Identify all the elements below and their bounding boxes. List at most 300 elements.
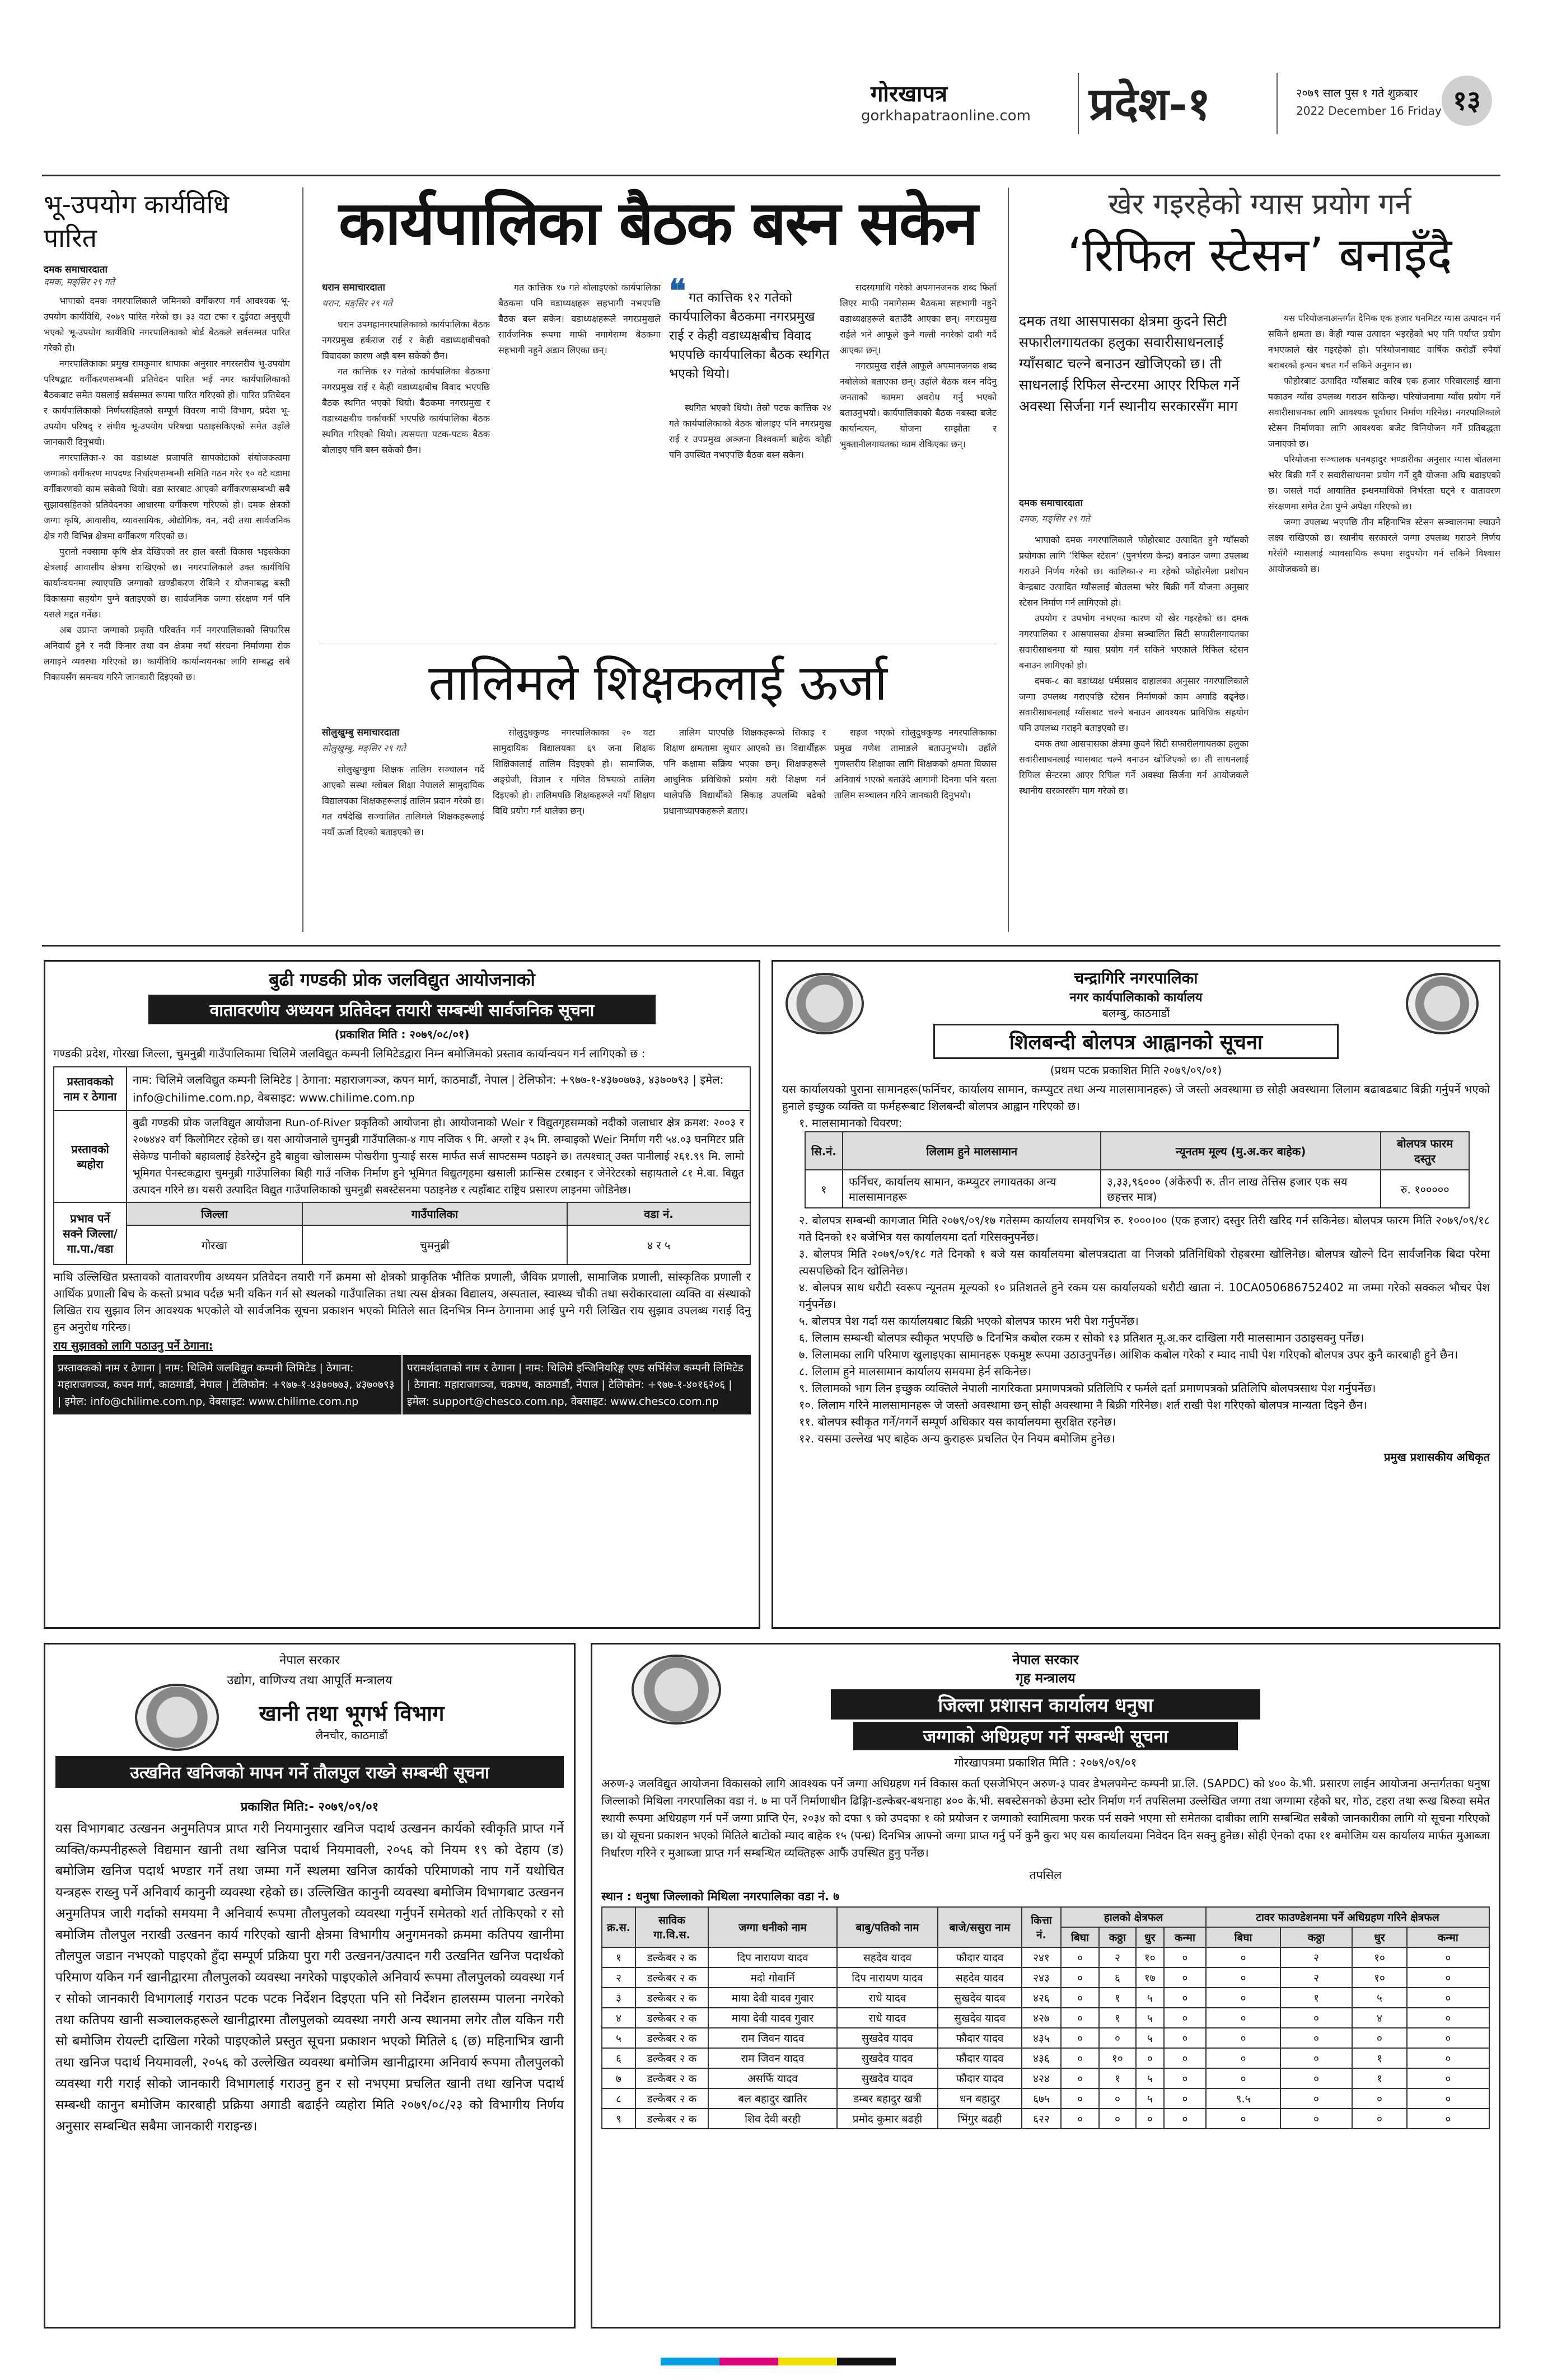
table-cell: १ [1352,2068,1407,2088]
table-cell: माया देवी यादव गुवार [708,2008,837,2028]
notice-item: १०. लिलाम गरिने मालसामानहरू जे जस्तो अवस्थामा छन् सोही अवस्थामा नै बिक्री गरिनेछ। शर्त राखी पेश गरिएको बोलपत्र मान्यता दिइने छैन। [799,1398,1367,1412]
table-cell: ० [1280,2068,1352,2088]
signature: प्रमुख प्रशासकीय अधिकृत [1384,1450,1490,1464]
table-cell: राम जिवन यादव [708,2048,837,2068]
table-cell: डल्केबर २ क [635,2028,708,2048]
masthead [0,56,1543,168]
table-row [54,1067,750,1111]
byline: दमक समाचारदाता [1019,498,1083,509]
table-cell: सहदेव यादव [938,1967,1022,1988]
table-cell: ० [1206,2008,1280,2028]
table-cell: ० [1099,2088,1136,2109]
article-column [322,280,490,458]
notice-item: १२. यसमा उल्लेख भए बाहेक अन्य कुराहरू प्रचलित ऐन नियम बमोजिम हुनेछ। [799,1432,1115,1445]
header-cell: कित्ता नं. [1022,1907,1061,1947]
notice-item: ८. लिलाम हुने मालसामान कार्यालय समयमा हेर्न सकिनेछ। [799,1365,1032,1378]
cell-value: ३,३३,९६००० (अंकेरुपी रु. तीन लाख तेत्तिस हजार एक सय छहत्तर मात्र) [1101,1170,1381,1208]
table-cell: ३ [602,1988,635,2008]
notice-item: ९. लिलामको भाग लिन इच्छुक व्यक्तिले नेपाली नागरिकता प्रमाणपत्रको प्रतिलिपि र फर्मले दर्ता प्रमाणपत्रको प्रतिलिपि बोलपत्रसाथ पेश गर्नुपर्नेछ। [799,1381,1376,1395]
notice-intro: यस कार्यालयको पुराना सामानहरू(फर्निचर, कार्यालय सामान, कम्प्युटर तथा अन्य मालसामानहरू) जे जस्तो अवस्थामा छ सोही अवस्थामा लिलाम बढाबढबाट बिक्री गर्नुपर्ने भएको हुनाले इच्छुक व्यक्ति वा फर्महरूबाट शिलबन्दी बोलपत्र आह्वान गरिएको छ। [782,1083,1490,1113]
table-cell: ० [1164,1947,1206,1967]
table-cell: राधे यादव [837,1988,938,2008]
header-cell: बाबु/पतिको नाम [837,1907,938,1947]
table-cell: फौदार यादव [938,1947,1022,1967]
table-cell: बल बहादुर खातिर [708,2088,837,2109]
table-cell: शिव देवी बरही [708,2109,837,2129]
table-cell: १ [1099,1988,1136,2008]
table-cell: ६ [1099,1967,1136,1988]
ministry-name: गृह मन्त्रालय [1016,1670,1076,1686]
table-cell: सुखदेव यादव [837,2068,938,2088]
paragraph: अब उप्रान्त जग्गाको प्रकृति परिवर्तन गर्न नगरपालिकाको सिफारिस अनिवार्य हुने र नदी किनार तथा वन क्षेत्रमा नयाँ संरचना निर्माणमा रोक लगाइने व्यवस्था गरिएको छ। कार्यविधि कार्यान्वयनका लागि सम्बद्ध सबै निकायसँग समन्वय गरिने जानकारी दिइएको छ। [44,625,290,682]
header-cell: जिल्ला [127,1202,302,1225]
table-cell: ० [1407,2008,1489,2028]
publish-note: गोरखापत्रमा प्रकाशित मिति : २०७९/०९/०१ [954,1756,1137,1769]
table-cell: ० [1206,2109,1280,2129]
notice-body: माथि उल्लिखित प्रस्तावको वातावरणीय अध्ययन प्रतिवेदन तयारी गर्ने क्रममा सो क्षेत्रको प्राकृतिक भौतिक प्रणाली, जैविक प्रणाली, सामाजिक प्रणाली, सांस्कृतिक प्रणाली र आर्थिक प्रणाली बिच के कस्तो प्रभाव पर्दछ भनी यकिन गर्न सो स्थलको गाउँपालिका तथा त्यस क्षेत्रका विद्यालय, अस्पताल, स्वास्थ्य चौकी तथा सरोकारवाला व्यक्ति वा संस्थाको लिखित राय सुझाव लिन आवश्यक भएकोले यो सार्वजनिक सूचना प्रकाशन भएको मितिले सात दिनभित्र निम्न ठेगानामा आई पुग्ने गरी लिखित राय सुझाव उपलब्ध गराई दिनु हुन अनुरोध गरिन्छ। [53,1270,751,1334]
table-cell: डल्केबर २ क [635,2109,708,2129]
column-rule [302,188,303,932]
table-row [54,1225,750,1264]
table-cell: ४२७ [1022,2008,1061,2028]
table-cell: ० [1164,1967,1206,1988]
table-cell: ० [1407,2088,1489,2109]
table-cell: ० [1164,2048,1206,2068]
table-row [602,2088,1489,2109]
tapsil-label: तपसिल [1029,1868,1062,1882]
article-gas-refill [1019,185,1500,285]
table-cell: ७ [602,2068,635,2088]
date-nepali: २०७९ साल पुस १ गते शुक्रबार [1296,86,1418,100]
table-cell: ० [1099,2109,1136,2129]
table-cell: ५ [602,2028,635,2048]
cell-value: चुमनुब्री [302,1225,567,1264]
ministry-name: उद्योग, वाणिज्य तथा आपूर्ति मन्त्रालय [227,1674,392,1688]
article-executive-body [322,273,997,481]
notice-title: शिलबन्दी बोलपत्र आह्वानको सूचना [933,1024,1339,1059]
table-cell: २ [1280,1967,1352,1988]
notice-dhanusha [591,1643,1500,2329]
article-gas-body [1019,311,1500,932]
paragraph: भापाको दमक नगरपालिकाले जमिनको वर्गीकरण गर्न आवश्यक भू-उपयोग कार्यविधि, २०७९ पारित गरेको छ। ३३ वटा टफा र दुईवटा अनुसूची भएको भू-उपयोग कार्यविधि नगरपालिकाको बोर्ड बैठकले सर्वसम्मत पारित गरेको हो। [44,296,290,353]
header-cell: टावर फाउण्डेशनमा पर्ने अधिग्रहण गरिने क्षेत्रफल [1206,1907,1489,1927]
table-cell: सुखदेव यादव [938,2008,1022,2028]
table-cell: ० [1206,1988,1280,2008]
table-cell: फौदार यादव [938,2028,1022,2048]
table-cell: ० [1206,2068,1280,2088]
table-cell: ० [1280,2109,1352,2129]
table-cell: ० [1164,2088,1206,2109]
article-body [44,293,290,685]
paragraph: दमक तथा आसपासका क्षेत्रमा कुदने सिटी सफारीलगायतका हलुका सवारीसाधनलाई ग्यासबाट चल्ने बनाउन खोजिएको छ। ती साधनलाई रिफिल सेन्टरमा आएर रिफिल गर्ने अवस्था सिर्जना गर्न आयोजकले स्थानीय सरकारसँग माग गरेको छ। [1019,738,1249,796]
municipality-logo-icon [1406,973,1479,1034]
table-cell: डल्केबर २ क [635,2068,708,2088]
notice-item: ६. लिलाम सम्बन्धी बोलपत्र स्वीकृत भएपछि ७ दिनभित्र कबोल रकम र सोको १३ प्रतिशत मू.अ.कर दाखिला गरी मालसामान उठाइसक्नु पर्नेछ। [799,1331,1364,1344]
header-cell: न्यूनतम मूल्य (मु.अ.कर बाहेक) [1101,1132,1381,1170]
table-cell: राम जिवन यादव [708,2028,837,2048]
header-cell: कन्मा [1164,1927,1206,1947]
article-kicker: खेर गइरहेको ग्यास प्रयोग गर्न [1108,188,1411,221]
publish-date: प्रकाशित मिति:- २०७९/०९/०१ [240,1800,379,1814]
table-cell: प्रमोद कुमार बढही [837,2109,938,2129]
date-english: 2022 December 16 Friday [1296,104,1442,118]
nepal-emblem-icon [632,1655,721,1725]
website-link[interactable]: gorkhapatraonline.com [861,107,1031,124]
table-cell: १० [1352,1947,1407,1967]
table-cell: ० [1136,2109,1164,2129]
dateline: धरान, मङ्सिर २९ गते [322,298,392,308]
table-cell: ० [1280,2088,1352,2109]
dateline: सोलुखुम्बु, मङ्सिर २९ गते [322,743,406,753]
header-cell: कठ्ठा [1099,1927,1136,1947]
paragraph: भापाको दमक नगरपालिकाले फोहोरबाट उत्पादित हुने ग्याँसको प्रयोगका लागि ‘रिफिल स्टेसन’ (पुनर्भरण केन्द्र) बनाउन जग्गा उपलब्ध गराउने निर्णय गरेको छ। कालिका-२ मा रहेको फोहोरमैला प्रशोधन केन्द्रबाट उत्पादित ग्याँसलाई बोतलमा भरेर बिक्री गर्ने योजना अनुसार स्टेसन निर्माण गर्न लागिएको हो। [1019,535,1249,608]
table-cell: ० [1061,2109,1099,2129]
notice-item: २. बोलपत्र सम्बन्धी कागजात मिति २०७९/०९/१७ गतेसम्म कार्यालय समयभित्र रु. १०००।०० (एक हजार) दस्तुर तिरी खरिद गर्न सकिनेछ। बोलपत्र फारम मिति २०७९/०९/१८ गते दिनको १२ बजेभित्र यस कार्यालयमा दर्ता गरिसक्नुपर्नेछ। [799,1214,1490,1244]
article-column [669,400,831,463]
header-cell: धुर [1352,1927,1407,1947]
table-cell: ४३६ [1022,2048,1061,2068]
table-cell: ० [1061,2008,1099,2028]
paragraph: परियोजना सञ्चालक धनबहादुर भण्डारीका अनुसार ग्यास बोतलमा भरेर बिक्री गर्ने र सवारीसाधनमा प्रयोग गर्ने दुवै योजना अघि बढाइएको छ। जसले गर्दा आयातित इन्धनमाथिको निर्भरता घट्ने र वातावरण संरक्षणमा समेत टेवा पुग्ने अपेक्षा गरिएको छ। [1268,454,1500,512]
proposal-table [53,1066,751,1265]
header-cell: वडा नं. [567,1202,750,1225]
table-cell: सहदेव यादव [837,1947,938,1967]
notice-item: ५. बोलपत्र पेश गर्दा यस कार्यालयबाट बिक्री भएको बोलपत्र फारम भरी पेश गर्नुपर्नेछ। [799,1314,1139,1328]
paragraph: नगरप्रमुख राईले आफूले अपमानजनक शब्द नबोलेको बताएका छन्। उहाँले बैठक बस्न नदिनु जनताको काममा अवरोध गर्नु भएको बताउनुभयो। कार्यपालिकाको बैठक नबस्दा बजेट कार्यान्वयन, योजना सम्झौता र भुक्तानीलगायतका काम रोकिएका छन्। [840,360,997,449]
table-header-row [602,1907,1489,1927]
notice-title: उत्खनित खनिजको मापन गर्ने तौलपुल राख्ने सम्बन्धी सूचना [55,1756,564,1788]
table-cell: सुखदेव यादव [938,1988,1022,2008]
masthead-rule [42,175,1500,176]
paragraph: सोलुदुधकुण्ड नगरपालिकाका २० वटा सामुदायिक विद्यालयका ६९ जना शिक्षक शिक्षिकालाई तालिम दिइएको हो। सामाजिक, अङ्ग्रेजी, विज्ञान र गणित विषयको तालिम दिइएको हो। तालिमपछि शिक्षकहरूले नयाँ शिक्षण विधि प्रयोग गर्न थालेका छन्। [493,727,655,816]
table-cell: ५ [1136,2068,1164,2088]
table-cell: फौदार यादव [938,2068,1022,2088]
section-title: प्रदेश-१ [1089,77,1211,130]
table-cell: ० [1164,2068,1206,2088]
table-row [602,2109,1489,2129]
table-cell: ५ [1136,1988,1164,2008]
table-row [602,1947,1489,1967]
table-cell: २४३ [1022,1967,1061,1988]
article-executive-meeting [319,188,997,260]
table-cell: ० [1061,2028,1099,2048]
pull-quote [669,273,831,383]
table-cell: डल्केबर २ क [635,1947,708,1967]
paragraph: गत कात्तिक १७ गते बोलाइएको कार्यपालिका बैठकमा पनि वडाध्यक्षहरू सहभागी नभएपछि बैठक बस्न सकेन। वडाध्यक्षहरूले नगरप्रमुखले सार्वजनिक रूपमा माफी नमागेसम्म बैठकमा सहभागी नहुने अडान लिएका छन्। [498,282,661,355]
notice-chandragiri [772,960,1500,1629]
table-row [805,1170,1469,1208]
table-cell: ० [1061,1988,1099,2008]
print-color-bar [661,2358,896,2365]
table-row [54,1111,750,1202]
header-cell: बाजे/ससुरा नाम [938,1907,1022,1947]
nepal-emblem-icon [135,1684,219,1751]
table-cell: १० [1352,1967,1407,1988]
dept-name: खानी तथा भूगर्भ विभाग [259,1701,445,1726]
table-cell: ९.५ [1206,2088,1280,2109]
table-cell: १ [1099,2068,1136,2088]
table-cell: ४२६ [1022,1988,1061,2008]
table-cell: ६७५ [1022,2088,1061,2109]
table-cell: १ [1352,2048,1407,2068]
notice-item: ४. बोलपत्र साथ धरौटी स्वरूप न्यूनतम मूल्यको १० प्रतिशतले हुने रकम यस कार्यालयको धरौटी खाता नं. 10CA050686752402 मा जम्मा गरेको सक्कल भौचर पेश गर्नुपर्नेछ। [799,1281,1490,1311]
article-column [322,725,484,840]
table-cell: ० [1407,2068,1489,2088]
header-cell: साविक गा.वि.स. [635,1907,708,1947]
proponent-address: प्रस्तावकको नाम र ठेगाना | नाम: चिलिमे जलविद्युत कम्पनी लिमिटेड | ठेगाना: महाराजगञ्ज, कपन मार्ग, काठमाडौं, नेपाल | टेलिफोन: +९७७-१-४३७०७७३, ४३७०७९३ | इमेल: info@chilime.com.np, वेबसाइट: www.chilime.com.np [53,1355,403,1414]
article-training-body [322,725,997,932]
notice-item: ११. बोलपत्र स्वीकृत गर्ने/नगर्ने सम्पूर्ण अधिकार यस कार्यालयमा सुरक्षित रहनेछ। [799,1415,1116,1428]
table-cell: २४१ [1022,1947,1061,1967]
table-cell: ६२२ [1022,2109,1061,2129]
table-row [54,1202,750,1225]
paragraph: गत कात्तिक १२ गतेको कार्यपालिका बैठकमा नगरप्रमुख राई र केही वडाध्यक्षबीच विवाद भएपछि बैठक स्थगित भएको थियो। बैठकमा नगरप्रमुख र वडाध्यक्षबीच चर्काचर्की भएपछि कार्यपालिका बैठक स्थगित गरिएको थियो। त्यसयता पटक-पटक बैठक बोलाइए पनि बस्न सकेको छैन। [322,366,490,455]
masthead-divider-2 [1277,73,1278,134]
notice-body: यस विभागबाट उत्खनन अनुमतिपत्र प्राप्त गरी नियमानुसार खनिज पदार्थ उत्खनन कार्यको स्वीकृति प्राप्त गर्ने व्यक्ति/कम्पनीहरूले विद्यमान खानी तथा खनिज पदार्थ नियमावली, २०५६ को नियम १९ को देहाय (ड) बमोजिम खनिज पदार्थ भण्डार गर्ने तथा जम्मा गर्ने स्थलमा खनिज कार्यको परिमाणको नाप गर्ने यथोचित यन्त्रहरू राख्नु पर्ने अनिवार्य कानुनी व्यवस्था रहेको छ। उल्लिखित कानुनी व्यवस्था बमोजिम विभागबाट उत्खनन अनुमतिपत्र जारी गर्दाको समयमा नै अनिवार्य रूपमा तौलपुलको व्यवस्था गर्नुपर्ने समेतको शर्त तोकिएको र सो बमोजिम तौलपुल नराखी उत्खनन कार्य गरिएको खानी क्षेत्रमा विभागीय अनुगमनको क्रममा कतिपय खानीमा तौलपुल जडान नभएको पाइएको हुँदा सम्पूर्ण प्रक्रिया पुरा गरी उत्खनन/उत्पादन गरी उत्खनित खनिज पदार्थको परिमाण यकिन गर्न खानीद्वारमा तौलपुलको व्यवस्था नगरेको पाइएकोले अनिवार्य रूपमा तौलपुलको व्यवस्था गर्न र सोको जानकारी विभागलाई गराउन पटक पटक निर्देशन दिइएता पनि सो निर्देशन हालसम्म पालना नगरेको तथा कतिपय खानी सञ्चालकहरूले खानीद्वारमा तौलपुलको व्यवस्था नगरी अन्य स्थानमा लगेर तौल यकिन गरी सो बमोजिम रोयल्टी दाखिला गरेको पाइएकोले प्रस्तुत सूचना प्रकाशन भएको मितिले ६ (छ) महिनाभित्र खानी तथा खनिज पदार्थ नियमावली, २०५६ को उल्लेखित व्यवस्था बमोजिम खानीद्वारमा अनिवार्य रूपमा तौलपुलको व्यवस्था गरी गराई सोको जानकारी विभागलाई गराउनु हुन र सो नभएमा प्रचलित खानी तथा खनिज पदार्थ सम्बन्धी कानुन बमोजिम कारबाही प्रक्रिया अगाडी बढाईने व्यहोरा मिति २०७९/०८/२३ को विभागीय निर्णय अनुसार सम्बन्धित सबैमा जानकारी गराइन्छ। [55,1821,564,2134]
org-name: चन्द्रागिरि नगरपालिका [1074,969,1198,987]
page-number: १३ [1442,76,1492,126]
dateline: दमक, मङ्सिर २९ गते [44,277,115,287]
ads-rule [42,945,1500,947]
table-cell: ० [1099,2028,1136,2048]
header-cell: बोलपत्र फारम दस्तुर [1381,1132,1469,1170]
article-column [834,725,997,803]
cell-value: रु. १००००० [1381,1170,1469,1208]
table-cell: ० [1136,2048,1164,2068]
notice-item: ३. बोलपत्र मिति २०७९/०९/१८ गते दिनको १ बजे यस कार्यालयमा बोलपत्रदाता वा निजको प्रतिनिधिको रोहबरमा खोलिनेछ। बोलपत्र खोल्ने दिन सार्वजनिक बिदा परेमा त्यसपछिको दिन खोलिनेछ। [799,1247,1490,1277]
table-cell: ० [1061,1947,1099,1967]
paragraph: सहज भएको सोलुदुधकुण्ड नगरपालिकाका प्रमुख गणेश तामाङले बताउनुभयो। उहाँले गुणस्तरीय शिक्षाका लागि शिक्षकको क्षमता विकास अनिवार्य भएको बताउँदै आगामी दिनमा पनि यस्ता तालिम सञ्चालन गरिने जानकारी दिनुभयो। [834,727,997,800]
table-cell: ० [1352,2028,1407,2048]
header-cell: बिघा [1061,1927,1099,1947]
table-cell: ० [1164,2008,1206,2028]
article-headline: ‘रिफिल स्टेसन’ बनाइँदै [1067,227,1452,282]
land-acquisition-table [601,1906,1490,2129]
table-cell: राधे यादव [837,2008,938,2028]
address-label: राय सुझावको लागि पठाउनु पर्ने ठेगाना: [53,1339,213,1352]
paragraph: धरान उपमहानगरपालिकाको कार्यपालिका बैठक नगरप्रमुख हर्कराज राई र केही वडाध्यक्षबीचको विवादका कारण अझै बस्न सकेको छैन। [322,319,490,361]
table-cell: ० [1206,2048,1280,2068]
table-cell: २ [1099,1947,1136,1967]
article-headline: तालिमले शिक्षकलाई ऊर्जा [428,654,887,711]
publish-date: (प्रकाशित मिति : २०७९/०८/०१) [334,1028,470,1041]
article-column [493,725,655,819]
notice-intro: गण्डकी प्रदेश, गोरखा जिल्ला, चुमनुब्री गाउँपालिकामा चिलिमे जलविद्युत कम्पनी लिमिटेडद्वारा निम्न बमोजिमको प्रस्ताव कार्यान्वयन गर्न लागिएको छ : [53,1047,646,1060]
table-cell: ४२४ [1022,2068,1061,2088]
paragraph: सदस्यमाथि गरेको अपमानजनक शब्द फिर्ता लिएर माफी नमागेसम्म बैठकमा सहभागी नहुने वडाध्यक्षहरूले बताउँदै आएका छन्। नगरप्रमुख राईले भने आफूले कुनै गल्ती नगरेको दाबी गर्दै आएका छन्। [840,282,997,355]
header-cell: हालको क्षेत्रफल [1061,1907,1206,1927]
table-cell: ८ [602,2088,635,2109]
table-cell: फौदार यादव [938,2048,1022,2068]
table-cell: डल्केबर २ क [635,2088,708,2109]
paragraph: दमक-८ का वडाध्यक्ष धर्मप्रसाद दाहालका अनुसार नगरपालिकाले जग्गा उपलब्ध गराएपछि स्टेसन निर्माणको काम अगाडि बढ्नेछ। सवारीसाधनलाई ग्याँसबाट चल्ने बनाउन आवश्यक प्राविधिक सहयोग पनि उपलब्ध गराइने बताइएको छ। [1019,676,1249,733]
table-cell: माया देवी यादव गुवार [708,1988,837,2008]
table-cell: १ [1099,2008,1136,2028]
cell-value: बुढी गण्डकी प्रोक जलविद्युत आयोजना Run-of-River प्रकृतिको आयोजना हो। आयोजनाको Weir र विद्युतगृहसम्मको नदीको जलाधार क्षेत्र क्रमश: २००३ र २०७४४२ वर्ग किलोमिटर रहेको छ। यस आयोजनाले चुमनुब्री गाउँपालिका-४ गाप नजिक ९ मि. अग्लो र ३५ मि. लम्बाइको Weir निर्माण गरी ५४.०३ घनमिटर प्रति सेकेण्ड पानीको बहावलाई हेडरेस्ट्रेन हुदै बाहुवा खोलासम्म पोखरीगा पुऱ्याई सरस मार्फत सर्ज साफ्टसम्म पठाइने छ। तत्पश्चात् उक्त पानीलाई २६१.९९ मि. लामो भूमिगत पेनस्टकद्वारा चुमनुब्री गाउँपालिका बिही गाउँ नजिक निर्माण हुने भूमिगत विद्युतगृहमा खसाली फ्रान्सिस टरबाइन र जेनेरेटरको सहायताले ८१ मे.वा. विद्युत उत्पादन गरिने छ। यसरी उत्पादित विद्युत गाउँपालिकाको चुमनुब्री सबस्टेसनमा पठाइनेछ र त्यहाँबाट राष्ट्रिय प्रसारण लाइनमा जोडिनेछ। [127,1111,750,1202]
cell-value: नाम: चिलिमे जलविद्युत कम्पनी लिमिटेड | ठेगाना: महाराजगञ्ज, कपन मार्ग, काठमाडौं, नेपाल | टेलिफोन: +९७७-१-४३७०७७३, ४३७०७९३ | इमेल: info@chilime.com.np, वेबसाइट: www.chilime.com.np [127,1067,750,1111]
cell-label: प्रस्तावको ब्यहोरा [54,1111,127,1202]
table-row [602,1988,1489,2008]
table-cell: ० [1407,2028,1489,2048]
table-cell: १ [602,1947,635,1967]
notice-title: जग्गाको अधिग्रहण गर्ने सम्बन्धी सूचना [853,1722,1238,1750]
notice-title: बुढी गण्डकी प्रोक जलविद्युत आयोजनाको [269,969,535,990]
paragraph: उपयोग र उपभोग नभएका कारण यो खेर गइरहेको छ। दमक नगरपालिका र आसपासका क्षेत्रमा सञ्चालित सिटी सफारीलगायतका सवारीसाधनमा यो ग्यास प्रयोग गर्न सकिने भएकाले रिफिल स्टेसन बनाउन लागिएको हो। [1019,613,1249,671]
table-row [602,2028,1489,2048]
byline: धरान समाचारदाता [322,282,385,293]
nepal-emblem-icon [785,973,864,1034]
table-cell: डल्केबर २ क [635,1967,708,1988]
paper-name: गोरखापत्र [871,81,948,107]
article-headline: भू-उपयोग कार्यविधि पारित [44,189,230,253]
table-cell: ० [1061,1967,1099,1988]
paragraph: जग्गा उपलब्ध भएपछि तीन महिनाभित्र स्टेसन सञ्चालनमा ल्याउने लक्ष्य राखिएको छ। स्थानीय सरकारले जग्गा उपलब्ध गराउने निर्णय गरेसँगै ग्यासलाई व्यावसायिक रूपमा सदुपयोग गर्न सकिने विश्वास आयोजकको छ। [1268,517,1500,574]
header-cell: बिघा [1206,1927,1280,1947]
office-place: लैनचौर, काठमाडौं [315,1728,388,1742]
header-cell: सि.नं. [805,1132,843,1170]
table-cell: ० [1164,1988,1206,2008]
cell-value: ४ र ५ [567,1225,750,1264]
table-cell: ० [1280,2028,1352,2048]
table-cell: ० [1407,1947,1489,1967]
cell-label: प्रभाव पर्ने सक्ने जिल्ला/गा.पा./वडा [54,1202,127,1264]
table-cell: २ [1280,1947,1352,1967]
paragraph: स्थगित भएको थियो। तेस्रो पटक कात्तिक २४ गते कार्यपालिकाको बैठक बोलाइए पनि नगरप्रमुख राई र उपप्रमुख अञ्जना विश्वकर्मा बाहेक कोही पनि उपस्थित नभएपछि बैठक बस्न सकेन। [669,402,831,460]
article-column [663,725,826,819]
byline: सोलुखुम्बु समाचारदाता [322,727,400,738]
column-rule [1008,188,1009,932]
article-training [319,652,997,714]
table-cell: २ [602,1967,635,1988]
table-cell: डल्केबर २ क [635,2048,708,2068]
table-cell: १७ [1136,1967,1164,1988]
table-cell: ९ [602,2109,635,2129]
table-cell: डल्केबर २ क [635,2008,708,2028]
table-cell: ० [1206,2028,1280,2048]
table-cell: ५ [1136,2088,1164,2109]
article-lead: दमक तथा आसपासका क्षेत्रमा कुदने सिटी सफारीलगायतका हलुका सवारीसाधनलाई ग्याँसबाट चल्ने बनाउन खोजिएको छ। ती साधनलाई रिफिल सेन्टरमा आएर रिफिल गर्ने अवस्था सिर्जना गर्न स्थानीय सरकारसँग माग [1019,313,1240,414]
table-cell: सुखदेव यादव [837,2028,938,2048]
gov-name: नेपाल सरकार [1012,1652,1079,1667]
table-cell: दिप नारायण यादव [837,1967,938,1988]
cell-value: फर्निचर, कार्यालय सामान, कम्प्युटर लगायतका अन्य मालसामानहरू [843,1170,1101,1208]
paragraph: सोलुखुम्बुमा शिक्षक तालिम सञ्चालन गर्दै आएको सस्था ग्लोबल शिक्षा नेपालले सामुदायिक विद्यालयका शिक्षकहरूलाई तालिम प्रदान गरेको छ। गत वर्षदेखि सञ्चालित तालिमले शिक्षकहरूलाई नयाँ ऊर्जा दिएको बताइएको छ। [322,764,484,837]
table-cell: ० [1352,2088,1407,2109]
paragraph: फोहोरबाट उत्पादित ग्याँसबाट करिब एक हजार परिवारलाई खाना पकाउन ग्याँस उपलब्ध गराउन सकिन्छ। परियोजनामा ग्याँस प्रयोग गर्ने सवारीसाधनका लागि आवश्यक पूर्वाधार निर्माण गरिनेछ। नगरपालिकाले स्टेसन निर्माणका लागि आवश्यक बजेट विनियोजन गर्ने प्रतिबद्धता जनाएको छ। [1268,376,1500,449]
table-cell: मदो गोवार्नि [708,1967,837,1988]
table-body [602,1947,1489,2129]
notice-mines-geology [44,1643,576,2329]
dateline: दमक, मङ्सिर २९ गते [1019,513,1090,524]
header-cell: जग्गा धनीको नाम [708,1907,837,1947]
table-cell: ० [1206,1967,1280,1988]
consultant-address: परामर्शदाताको नाम र ठेगाना | नाम: चिलिमे इन्जिनियरिङ्ग एण्ड सर्भिसेज कम्पनी लिमिटेड | ठेगाना: महाराजगञ्ज, चक्रपथ, काठमाडौं, नेपाल | टेलिफोन: +९७७-१-४०१६२०६ | इमेल: support@chesco.com.np, वेबसाइट: www.chesco.com.np [407,1362,744,1408]
table-cell: असर्फि यादव [708,2068,837,2088]
publish-note: (प्रथम पटक प्रकाशित मिति २०७९/०९/०१) [1050,1063,1222,1077]
office-name: नगर कार्यपालिकाको कार्यालय [1069,991,1203,1005]
notice-items [782,1212,1490,1447]
cell-value: गोरखा [127,1225,302,1264]
location-label: स्थान : धनुषा जिल्लाको मिथिला नगरपालिका वडा नं. ७ [601,1890,840,1903]
header-cell: कठ्ठा [1280,1927,1352,1947]
table-cell: डल्केबर २ क [635,1988,708,2008]
notice-item: ७. लिलामका लागि परिमाण खुलाइएका सामानहरू एकमुष्ट रूपमा उठाउनुपर्नेछ। आंशिक कबोल गरेको र म्याद नाघी पेश गरिएको बोलपत्र उपर कुनै कारबाही हुने छैन। [799,1348,1458,1361]
gov-name: नेपाल सरकार [279,1653,340,1667]
address-block [53,1355,751,1414]
table-row [602,2068,1489,2088]
table-cell: १ [1280,1988,1352,2008]
table-cell: ४ [602,2008,635,2028]
paragraph: नगरपालिका-२ का वडाध्यक्ष प्रजापति सापकोटाको संयोजकत्वमा जग्गाको वर्गीकरण मापदण्ड निर्धारणसम्बन्धी समिति गठन गरेर १० वटै वडामा वर्गीकरणको काम सकेको थियो। वडा स्तरबाट आएको वर्गीकरणसम्बन्धी सबै सुझावसहितको प्रतिवेदनका आधारमा वर्गीकरण गरिएको हो। दमक क्षेत्रको जग्गा कृषि, आवासीय, व्यावसायिक, औद्योगिक, वन, नदी तथा सार्वजनिक क्षेत्र गरी विभिन्न क्षेत्रमा वर्गीकरण गरिएको छ। [44,452,290,541]
table-cell: ० [1061,2068,1099,2088]
table-cell: १० [1136,1947,1164,1967]
table-cell: ० [1164,2109,1206,2129]
table-cell: दिप नारायण यादव [708,1947,837,1967]
article-column [1268,311,1500,577]
table-cell: ० [1407,1967,1489,1988]
office-name: जिल्ला प्रशासन कार्यालय धनुषा [831,1689,1260,1720]
masthead-divider [1078,73,1079,134]
table-cell: डम्बर बहादुर खत्री [837,2088,938,2109]
header-cell: कन्मा [1407,1927,1489,1947]
article-column [840,280,997,452]
article-column [1019,495,1249,799]
table-cell: ० [1061,2088,1099,2109]
table-cell: ० [1280,2008,1352,2028]
article-land-use [44,188,290,685]
header-cell: गाउँपालिका [302,1202,567,1225]
table-row [602,2048,1489,2068]
table-row [602,1967,1489,1988]
table-cell: ४ [1352,2008,1407,2028]
notice-body: अरुण-३ जलविद्युत आयोजना विकासको लागि आवश्यक पर्ने जग्गा अधिग्रहण गर्न विकास कर्ता एसजेभिएन अरुण-३ पावर डेभलपमेन्ट कम्पनी प्रा.लि. (SAPDC) को ४०० के.भी. प्रसारण लाईन आयोजना अन्तर्गतका धनुषा जिल्लाको मिथिला नगरपालिका वडा नं. ७ मा पर्ने निर्माणाधीन ढिङ्गिा-डल्केबर-बथनाहा ४०० के.भी. सबस्टेसनको छेउमा स्टोर निर्माण गर्न तपसिलमा उल्लेखित जग्गा तथा जग्गामा रहेको घर, गोठ, टहरा तथा रूख बिरुवा समेत स्थायी रूपमा अधिग्रहण गर्न पर्ने जग्गा प्राप्ति ऐन, २०३४ को दफा ९ को उपदफा १ को प्रयोजन र जग्गाको स्वामित्वमा फरक पर्न सक्ने भएमा सो समेतका दाबीका लागि सम्बन्धित सबैको जानकारीका लागि यो सूचना गरिएको छ। यो सूचना प्रकाशन भएको मितिले बाटोको म्याद बाहेक १५ (पन्ध्र) दिनभित्र आफ्नो जग्गा प्राप्त गर्नु पर्ने कुनै कुरा भए यस कार्यालयमा निवेदन दिन सक्नु हुनेछ। सोही ऐनको दफा ११ बमोजिम यस कार्यालय मार्फत मुआब्जा निर्धारण गरिने र मुआब्जा प्राप्त गर्न सम्बन्धित व्यक्तिहरू आफैं उपस्थित हुनु पर्नेछ। [601,1777,1490,1859]
table-cell: भिंगुर बढही [938,2109,1022,2129]
auction-table [805,1131,1470,1208]
table-cell: ० [1164,2028,1206,2048]
table-cell: ० [1407,2109,1489,2129]
table-row [602,2008,1489,2028]
table-cell: ० [1407,2048,1489,2068]
notice-budhi-gandaki [44,960,760,1629]
table-cell: ० [1407,1988,1489,2008]
table-cell: ५ [1136,2008,1164,2028]
table-cell: धन बहादुर [938,2088,1022,2109]
paragraph: नगरपालिकाका प्रमुख रामकुमार थापाका अनुसार नगरस्तरीय भू-उपयोग परिषद्बाट वर्गीकरणसम्बन्धी प्रतिवेदन पारित भई नगर कार्यपालिकाको बैठकबाट समेत यसलाई सर्वसम्मत रूपमा पारित गरिएको हो। पारित प्रतिवेदन र कार्यपालिकाको निर्णयसहितको सम्पूर्ण विवरण नापी विभाग, प्रदेश भू-उपयोग परिषद् र संघीय भू-उपयोग परिषद्मा पठाइसकिएको समेत उहाँले जानकारी दिनुभयो। [44,358,290,447]
header-cell: लिलाम हुने मालसामान [843,1132,1101,1170]
cell-value: १ [805,1170,843,1208]
cell-label: प्रस्तावकको नाम र ठेगाना [54,1067,127,1111]
office-place: बलम्बु, काठमाडौं [1102,1006,1170,1020]
table-cell: ६ [602,2048,635,2068]
table-cell: ५ [1352,1988,1407,2008]
header-cell: धुर [1136,1927,1164,1947]
table-cell: ० [1061,2048,1099,2068]
paragraph: यस परियोजनाअन्तर्गत दैनिक एक हजार घनमिटर ग्यास उत्पादन गर्न सकिने क्षमता छ। केही ग्यास उत्पादन भइरहेको भए पनि पर्याप्त प्रयोग नभएकाले खेर गइरहेको हो। परियोजनाबाट वार्षिक करोडौँ रुपैयाँ बराबरको इन्धन बचत गर्न सकिने अनुमान छ। [1268,313,1500,371]
table-cell: ४३५ [1022,2028,1061,2048]
table-cell: ५ [1136,2028,1164,2048]
table-header-row [805,1132,1469,1170]
article-column [498,280,661,358]
article-headline: कार्यपालिका बैठक बस्न सकेन [339,189,977,259]
table-cell: ० [1280,2048,1352,2068]
header-cell: क्र.स. [602,1907,635,1947]
quote-icon: ❝ [669,273,686,310]
table-cell: ० [1206,1947,1280,1967]
table-cell: सुखदेव यादव [837,2048,938,2068]
notice-item: १. मालसामानको विवरण: [799,1116,903,1130]
paragraph: तालिम पाएपछि शिक्षकहरूको सिकाइ र शिक्षण क्षमतामा सुधार आएको छ। विद्यार्थीहरू पनि कक्षामा सक्रिय भएका छन्। शिक्षकहरूले आधुनिक प्रविधिको प्रयोग गरी शिक्षण गर्न थालेपछि विद्यार्थीको सिकाइ उपलब्धि बढेको प्रधानाध्यापकहरूले बताए। [663,727,826,816]
byline: दमक समाचारदाता [44,264,107,275]
